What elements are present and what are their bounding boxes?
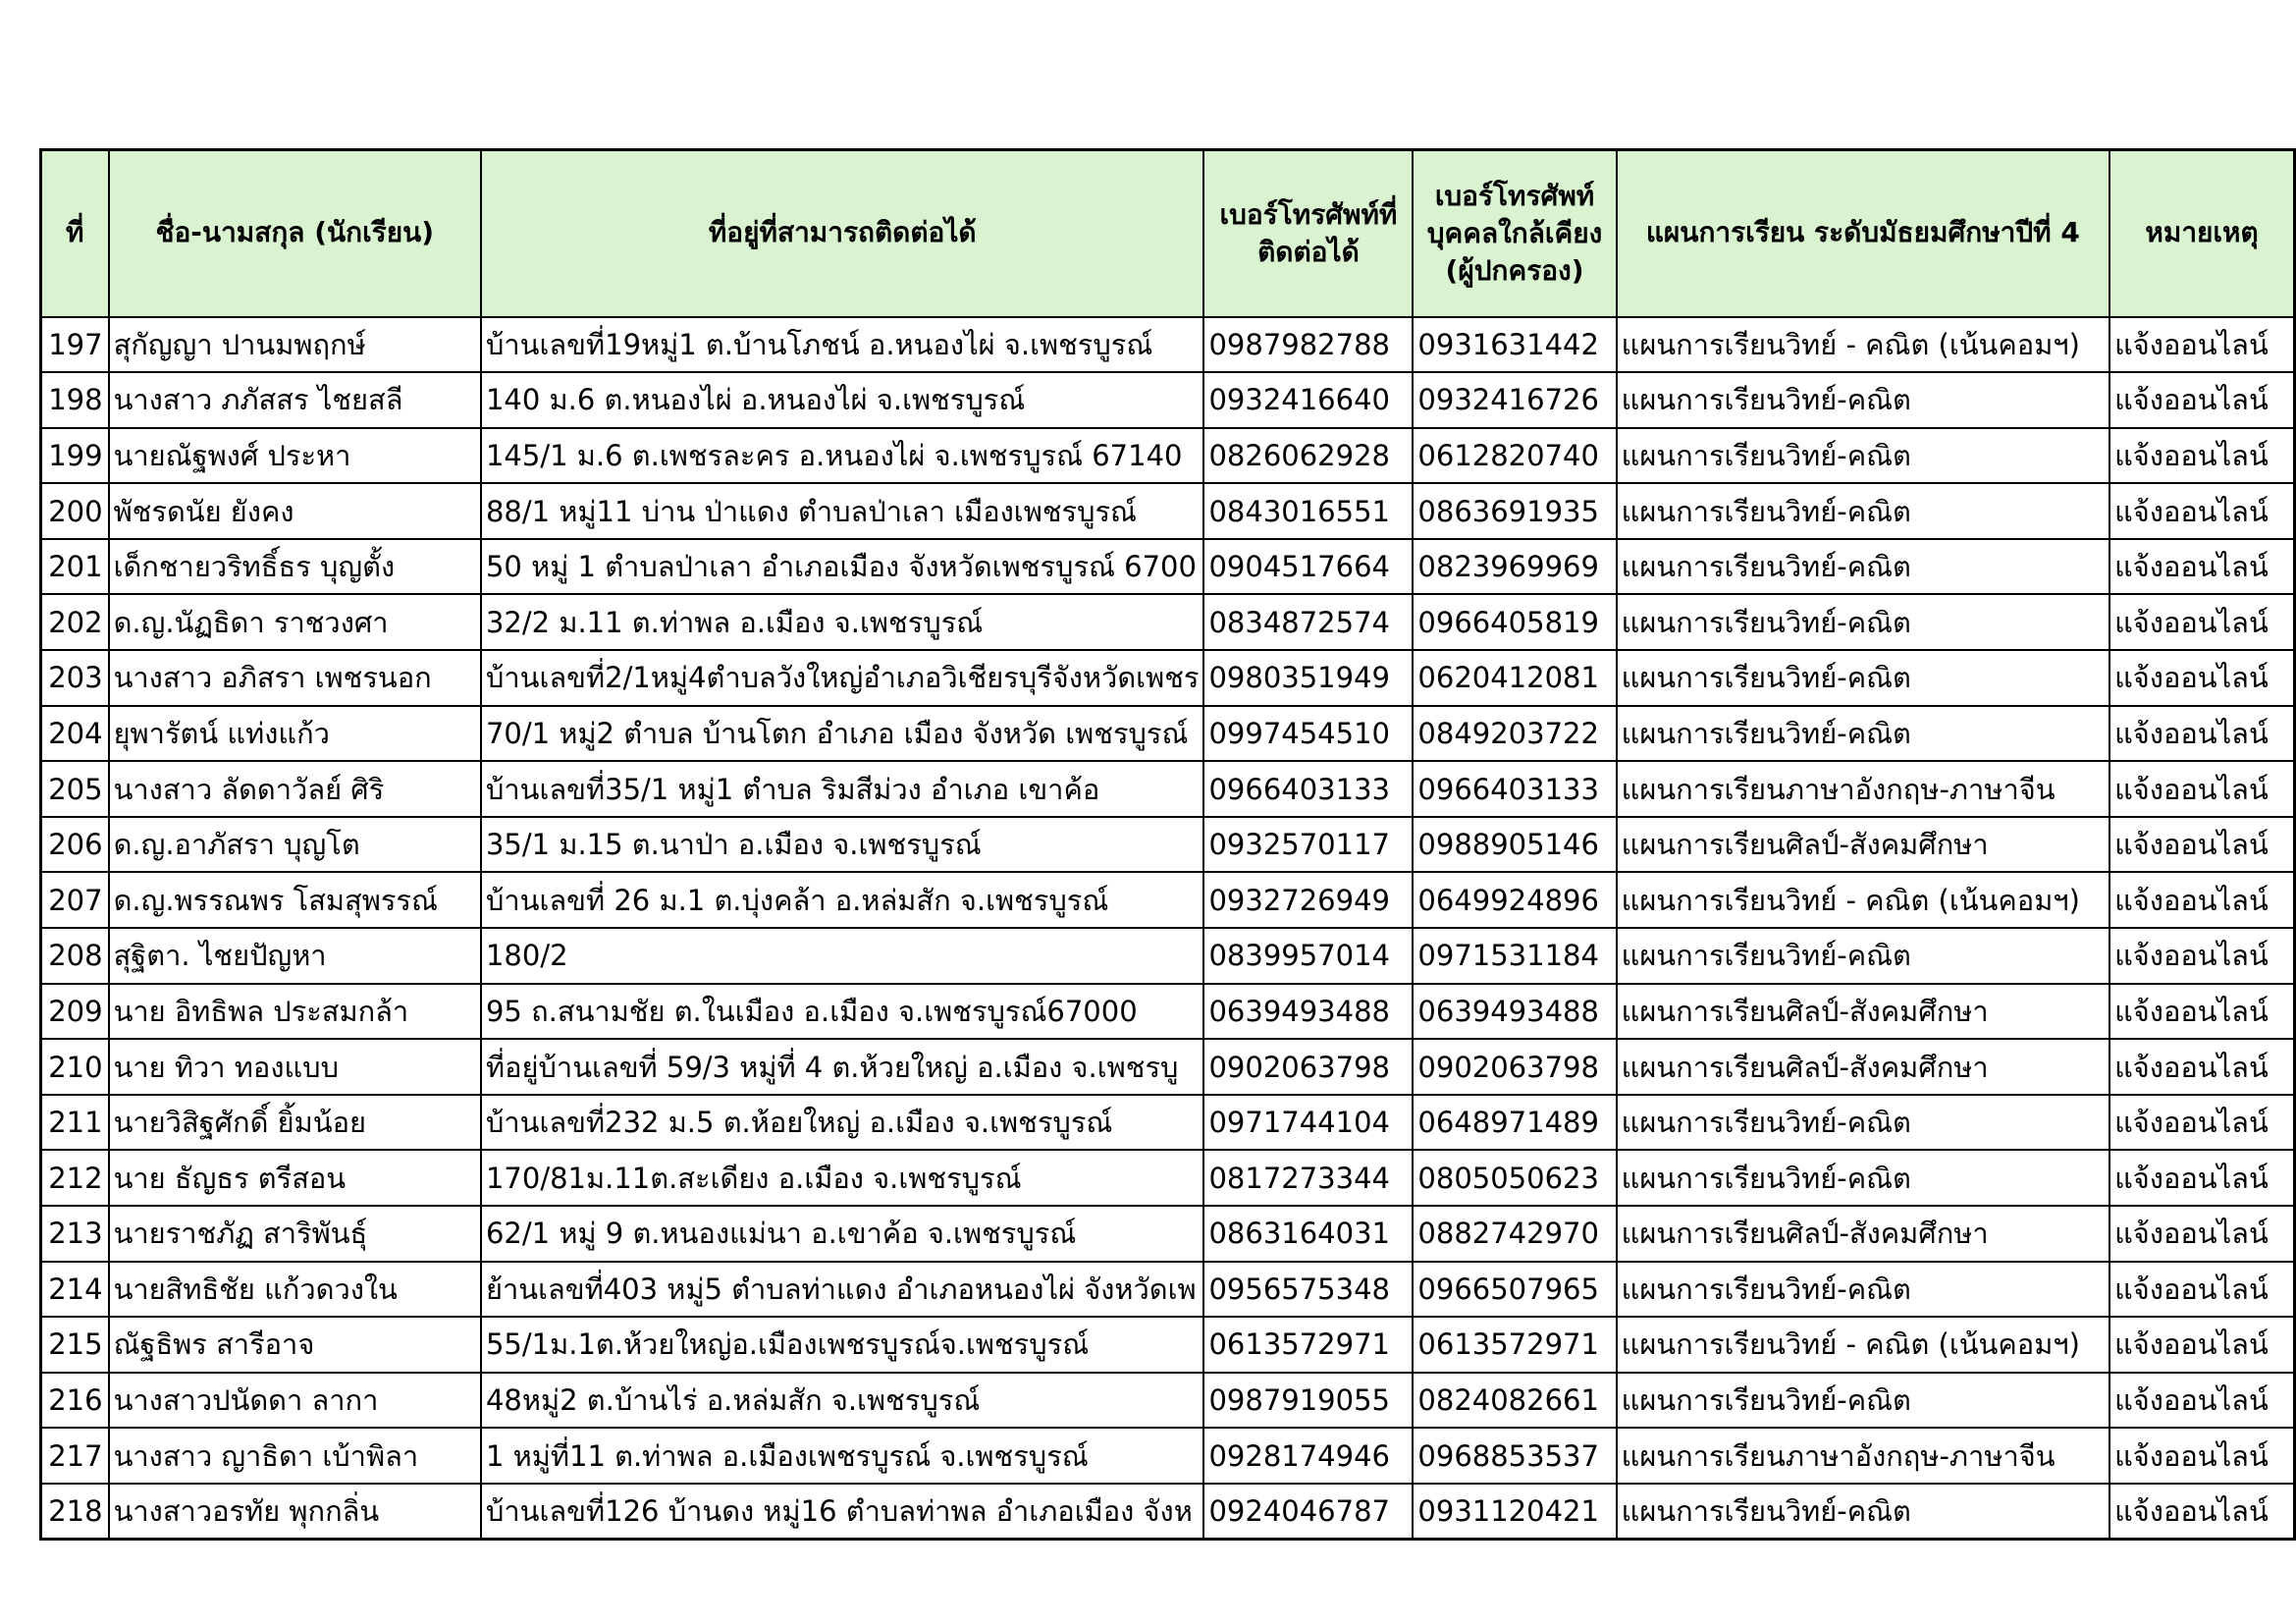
cell-phone: 0997454510: [1203, 706, 1413, 762]
cell-no: 214: [41, 1262, 109, 1318]
cell-guardian-phone: 0613572971: [1413, 1317, 1616, 1373]
cell-no: 203: [41, 650, 109, 706]
cell-name: นาย ธัญธร ตรีสอน: [109, 1150, 481, 1206]
cell-name: สุกัญญา ปานมพฤกษ์: [109, 317, 481, 373]
cell-address: 70/1 หมู่2 ตำบล บ้านโตก อำเภอ เมือง จังหวัด เพชรบูรณ์: [481, 706, 1203, 762]
cell-no: 212: [41, 1150, 109, 1206]
cell-guardian-phone: 0932416726: [1413, 372, 1616, 428]
cell-plan: แผนการเรียนศิลป์-สังคมศึกษา: [1617, 984, 2109, 1040]
table-row: [41, 984, 2295, 1040]
cell-guardian-phone: 0620412081: [1413, 650, 1616, 706]
cell-remark: แจ้งออนไลน์: [2109, 539, 2294, 595]
cell-remark: แจ้งออนไลน์: [2109, 928, 2294, 984]
header-guardian-phone: [1413, 150, 1616, 317]
cell-no: 208: [41, 928, 109, 984]
cell-name: นายสิทธิชัย แก้วดวงใน: [109, 1262, 481, 1318]
header-guardian-line2: บุคคลใกล้เคียง: [1426, 216, 1603, 249]
cell-plan: แผนการเรียนศิลป์-สังคมศึกษา: [1617, 1039, 2109, 1095]
table-row: [41, 650, 2295, 706]
cell-remark: แจ้งออนไลน์: [2109, 817, 2294, 873]
cell-name: ด.ญ.พรรณพร โสมสุพรรณ์: [109, 872, 481, 928]
table-row: [41, 1428, 2295, 1484]
cell-guardian-phone: 0971531184: [1413, 928, 1616, 984]
cell-plan: แผนการเรียนวิทย์-คณิต: [1617, 706, 2109, 762]
cell-no: 199: [41, 428, 109, 484]
cell-address: 170/81ม.11ต.สะเดียง อ.เมือง จ.เพชรบูรณ์: [481, 1150, 1203, 1206]
cell-plan: แผนการเรียนวิทย์-คณิต: [1617, 594, 2109, 650]
table-row: [41, 1484, 2295, 1540]
header-plan: แผนการเรียน ระดับมัธยมศึกษาปีที่ 4: [1617, 150, 2109, 317]
cell-remark: แจ้งออนไลน์: [2109, 1095, 2294, 1151]
cell-remark: แจ้งออนไลน์: [2109, 1150, 2294, 1206]
cell-address: 62/1 หมู่ 9 ต.หนองแม่นา อ.เขาค้อ จ.เพชรบูรณ์: [481, 1206, 1203, 1262]
table-row: [41, 1262, 2295, 1318]
cell-phone: 0987982788: [1203, 317, 1413, 373]
cell-name: ยุพารัตน์ แท่งแก้ว: [109, 706, 481, 762]
cell-remark: แจ้งออนไลน์: [2109, 984, 2294, 1040]
cell-name: ด.ญ.อาภัสรา บุญโต: [109, 817, 481, 873]
cell-phone: 0924046787: [1203, 1484, 1413, 1540]
cell-address: 180/2: [481, 928, 1203, 984]
cell-name: นางสาวอรทัย พุกกลิ่น: [109, 1484, 481, 1540]
cell-name: นางสาว ลัดดาวัลย์ ศิริ: [109, 761, 481, 817]
cell-address: 55/1ม.1ต.ห้วยใหญ่อ.เมืองเพชรบูรณ์จ.เพชรบูรณ์: [481, 1317, 1203, 1373]
cell-plan: แผนการเรียนวิทย์-คณิต: [1617, 1095, 2109, 1151]
cell-no: 206: [41, 817, 109, 873]
cell-no: 204: [41, 706, 109, 762]
cell-remark: แจ้งออนไลน์: [2109, 872, 2294, 928]
table-row: [41, 428, 2295, 484]
cell-phone: 0932726949: [1203, 872, 1413, 928]
header-address: ที่อยู่ที่สามารถติดต่อได้: [481, 150, 1203, 317]
cell-guardian-phone: 0648971489: [1413, 1095, 1616, 1151]
cell-remark: แจ้งออนไลน์: [2109, 1428, 2294, 1484]
cell-phone: 0817273344: [1203, 1150, 1413, 1206]
cell-remark: แจ้งออนไลน์: [2109, 1262, 2294, 1318]
cell-name: ณัฐธิพร สารีอาจ: [109, 1317, 481, 1373]
cell-no: 217: [41, 1428, 109, 1484]
cell-address: 32/2 ม.11 ต.ท่าพล อ.เมือง จ.เพชรบูรณ์: [481, 594, 1203, 650]
cell-guardian-phone: 0823969969: [1413, 539, 1616, 595]
cell-name: ด.ญ.นัฏธิดา ราชวงศา: [109, 594, 481, 650]
header-no: ที่: [41, 150, 109, 317]
cell-no: 210: [41, 1039, 109, 1095]
student-contact-table: [39, 148, 2296, 1541]
cell-address: ย้านเลขที่403 หมู่5 ตำบลท่าแดง อำเภอหนองไผ่ จังหวัดเพ: [481, 1262, 1203, 1318]
cell-guardian-phone: 0902063798: [1413, 1039, 1616, 1095]
cell-no: 213: [41, 1206, 109, 1262]
table-row: [41, 483, 2295, 539]
cell-phone: 0956575348: [1203, 1262, 1413, 1318]
cell-no: 198: [41, 372, 109, 428]
cell-guardian-phone: 0882742970: [1413, 1206, 1616, 1262]
table-row: [41, 1095, 2295, 1151]
cell-name: เด็กชายวริทธิ์ธร บุญตั้ง: [109, 539, 481, 595]
cell-address: 50 หมู่ 1 ตำบลป่าเลา อำเภอเมือง จังหวัดเพชรบูรณ์ 6700: [481, 539, 1203, 595]
cell-remark: แจ้งออนไลน์: [2109, 761, 2294, 817]
cell-guardian-phone: 0849203722: [1413, 706, 1616, 762]
cell-plan: แผนการเรียนวิทย์ - คณิต (เน้นคอมฯ): [1617, 317, 2109, 373]
cell-plan: แผนการเรียนวิทย์-คณิต: [1617, 1262, 2109, 1318]
cell-name: พัชรดนัย ยังคง: [109, 483, 481, 539]
cell-phone: 0639493488: [1203, 984, 1413, 1040]
cell-no: 201: [41, 539, 109, 595]
cell-guardian-phone: 0966403133: [1413, 761, 1616, 817]
cell-plan: แผนการเรียนศิลป์-สังคมศึกษา: [1617, 817, 2109, 873]
cell-no: 216: [41, 1373, 109, 1429]
cell-phone: 0932570117: [1203, 817, 1413, 873]
cell-plan: แผนการเรียนวิทย์-คณิต: [1617, 928, 2109, 984]
cell-address: บ้านเลขที่2/1หมู่4ตำบลวังใหญ่อำเภอวิเชียรบุรีจังหวัดเพชร: [481, 650, 1203, 706]
table-row: [41, 1373, 2295, 1429]
header-name: ชื่อ-นามสกุล (นักเรียน): [109, 150, 481, 317]
cell-address: 140 ม.6 ต.หนองไผ่ อ.หนองไผ่ จ.เพชรบูรณ์: [481, 372, 1203, 428]
cell-name: นายราชภัฏ สาริพันธุ์: [109, 1206, 481, 1262]
cell-address: 35/1 ม.15 ต.นาป่า อ.เมือง จ.เพชรบูรณ์: [481, 817, 1203, 873]
cell-plan: แผนการเรียนวิทย์-คณิต: [1617, 1150, 2109, 1206]
header-remark: หมายเหตุ: [2109, 150, 2294, 317]
table-row: [41, 872, 2295, 928]
cell-guardian-phone: 0966507965: [1413, 1262, 1616, 1318]
cell-no: 209: [41, 984, 109, 1040]
table-row: [41, 539, 2295, 595]
cell-guardian-phone: 0863691935: [1413, 483, 1616, 539]
cell-remark: แจ้งออนไลน์: [2109, 1206, 2294, 1262]
cell-guardian-phone: 0931120421: [1413, 1484, 1616, 1540]
cell-remark: แจ้งออนไลน์: [2109, 1484, 2294, 1540]
cell-remark: แจ้งออนไลน์: [2109, 317, 2294, 373]
table-row: [41, 761, 2295, 817]
cell-plan: แผนการเรียนวิทย์-คณิต: [1617, 650, 2109, 706]
cell-address: บ้านเลขที่19หมู่1 ต.บ้านโภชน์ อ.หนองไผ่ จ.เพชรบูรณ์: [481, 317, 1203, 373]
header-guardian-line3: (ผู้ปกครอง): [1445, 253, 1584, 287]
cell-phone: 0839957014: [1203, 928, 1413, 984]
cell-plan: แผนการเรียนวิทย์-คณิต: [1617, 1373, 2109, 1429]
cell-name: นางสาว ญาธิดา เบ้าพิลา: [109, 1428, 481, 1484]
cell-plan: แผนการเรียนวิทย์-คณิต: [1617, 428, 2109, 484]
cell-phone: 0902063798: [1203, 1039, 1413, 1095]
cell-address: 48หมู่2 ต.บ้านไร่ อ.หล่มสัก จ.เพชรบูรณ์: [481, 1373, 1203, 1429]
cell-plan: แผนการเรียนศิลป์-สังคมศึกษา: [1617, 1206, 2109, 1262]
cell-name: นาย อิทธิพล ประสมกล้า: [109, 984, 481, 1040]
cell-guardian-phone: 0649924896: [1413, 872, 1616, 928]
cell-name: สุฐิตา. ไชยปัญหา: [109, 928, 481, 984]
table-row: [41, 706, 2295, 762]
cell-remark: แจ้งออนไลน์: [2109, 1317, 2294, 1373]
cell-plan: แผนการเรียนวิทย์-คณิต: [1617, 539, 2109, 595]
cell-remark: แจ้งออนไลน์: [2109, 428, 2294, 484]
cell-address: บ้านเลขที่ 26 ม.1 ต.บุ่งคล้า อ.หล่มสัก จ.เพชรบูรณ์: [481, 872, 1203, 928]
cell-remark: แจ้งออนไลน์: [2109, 483, 2294, 539]
cell-no: 218: [41, 1484, 109, 1540]
cell-no: 200: [41, 483, 109, 539]
cell-remark: แจ้งออนไลน์: [2109, 1039, 2294, 1095]
table-row: [41, 594, 2295, 650]
cell-phone: 0928174946: [1203, 1428, 1413, 1484]
table-row: [41, 817, 2295, 873]
cell-guardian-phone: 0639493488: [1413, 984, 1616, 1040]
cell-remark: แจ้งออนไลน์: [2109, 650, 2294, 706]
cell-no: 205: [41, 761, 109, 817]
cell-phone: 0834872574: [1203, 594, 1413, 650]
header-phone: [1203, 150, 1413, 317]
cell-phone: 0987919055: [1203, 1373, 1413, 1429]
header-row: [41, 150, 2295, 317]
header-guardian-line1: เบอร์โทรศัพท์: [1434, 180, 1595, 213]
cell-guardian-phone: 0966405819: [1413, 594, 1616, 650]
cell-name: นายวิสิฐศักดิ์ ยิ้มน้อย: [109, 1095, 481, 1151]
cell-name: นางสาว อภิสรา เพชรนอก: [109, 650, 481, 706]
cell-no: 215: [41, 1317, 109, 1373]
cell-guardian-phone: 0612820740: [1413, 428, 1616, 484]
cell-name: นาย ทิวา ทองแบบ: [109, 1039, 481, 1095]
cell-phone: 0980351949: [1203, 650, 1413, 706]
header-phone-line2: ติดต่อได้: [1257, 235, 1360, 268]
cell-plan: แผนการเรียนวิทย์-คณิต: [1617, 483, 2109, 539]
cell-plan: แผนการเรียนวิทย์ - คณิต (เน้นคอมฯ): [1617, 872, 2109, 928]
table-row: [41, 928, 2295, 984]
cell-phone: 0863164031: [1203, 1206, 1413, 1262]
table-row: [41, 372, 2295, 428]
cell-address: บ้านเลขที่126 บ้านดง หมู่16 ตำบลท่าพล อำเภอเมือง จังห: [481, 1484, 1203, 1540]
cell-name: นางสาวปนัดดา ลากา: [109, 1373, 481, 1429]
cell-address: 88/1 หมู่11 บ่าน ป่าแดง ตำบลป่าเลา เมืองเพชรบูรณ์: [481, 483, 1203, 539]
cell-address: ที่อยู่บ้านเลขที่ 59/3 หมู่ที่ 4 ต.ห้วยใหญ่ อ.เมือง จ.เพชรบู: [481, 1039, 1203, 1095]
header-phone-line1: เบอร์โทรศัพท์ที่: [1219, 197, 1398, 231]
cell-phone: 0904517664: [1203, 539, 1413, 595]
table-row: [41, 1206, 2295, 1262]
cell-address: 1 หมู่ที่11 ต.ท่าพล อ.เมืองเพชรบูรณ์ จ.เพชรบูรณ์: [481, 1428, 1203, 1484]
cell-no: 211: [41, 1095, 109, 1151]
cell-plan: แผนการเรียนภาษาอังกฤษ-ภาษาจีน: [1617, 1428, 2109, 1484]
cell-address: 145/1 ม.6 ต.เพชรละคร อ.หนองไผ่ จ.เพชรบูรณ์ 67140: [481, 428, 1203, 484]
cell-phone: 0971744104: [1203, 1095, 1413, 1151]
table-row: [41, 317, 2295, 373]
cell-phone: 0966403133: [1203, 761, 1413, 817]
cell-no: 207: [41, 872, 109, 928]
cell-guardian-phone: 0824082661: [1413, 1373, 1616, 1429]
cell-address: บ้านเลขที่232 ม.5 ต.ห้อยใหญ่ อ.เมือง จ.เพชรบูรณ์: [481, 1095, 1203, 1151]
cell-guardian-phone: 0931631442: [1413, 317, 1616, 373]
cell-no: 197: [41, 317, 109, 373]
table-row: [41, 1150, 2295, 1206]
cell-address: 95 ถ.สนามชัย ต.ในเมือง อ.เมือง จ.เพชรบูรณ์67000: [481, 984, 1203, 1040]
cell-no: 202: [41, 594, 109, 650]
cell-remark: แจ้งออนไลน์: [2109, 1373, 2294, 1429]
cell-remark: แจ้งออนไลน์: [2109, 594, 2294, 650]
cell-guardian-phone: 0988905146: [1413, 817, 1616, 873]
cell-guardian-phone: 0968853537: [1413, 1428, 1616, 1484]
cell-phone: 0932416640: [1203, 372, 1413, 428]
cell-remark: แจ้งออนไลน์: [2109, 706, 2294, 762]
cell-address: บ้านเลขที่35/1 หมู่1 ตำบล ริมสีม่วง อำเภอ เขาค้อ: [481, 761, 1203, 817]
cell-plan: แผนการเรียนวิทย์ - คณิต (เน้นคอมฯ): [1617, 1317, 2109, 1373]
cell-guardian-phone: 0805050623: [1413, 1150, 1616, 1206]
table-row: [41, 1317, 2295, 1373]
cell-phone: 0843016551: [1203, 483, 1413, 539]
cell-name: นางสาว ภภัสสร ไชยสลี: [109, 372, 481, 428]
cell-name: นายณัฐพงศ์ ประหา: [109, 428, 481, 484]
cell-plan: แผนการเรียนวิทย์-คณิต: [1617, 1484, 2109, 1540]
cell-plan: แผนการเรียนภาษาอังกฤษ-ภาษาจีน: [1617, 761, 2109, 817]
cell-plan: แผนการเรียนวิทย์-คณิต: [1617, 372, 2109, 428]
cell-phone: 0613572971: [1203, 1317, 1413, 1373]
cell-phone: 0826062928: [1203, 428, 1413, 484]
table-row: [41, 1039, 2295, 1095]
cell-remark: แจ้งออนไลน์: [2109, 372, 2294, 428]
